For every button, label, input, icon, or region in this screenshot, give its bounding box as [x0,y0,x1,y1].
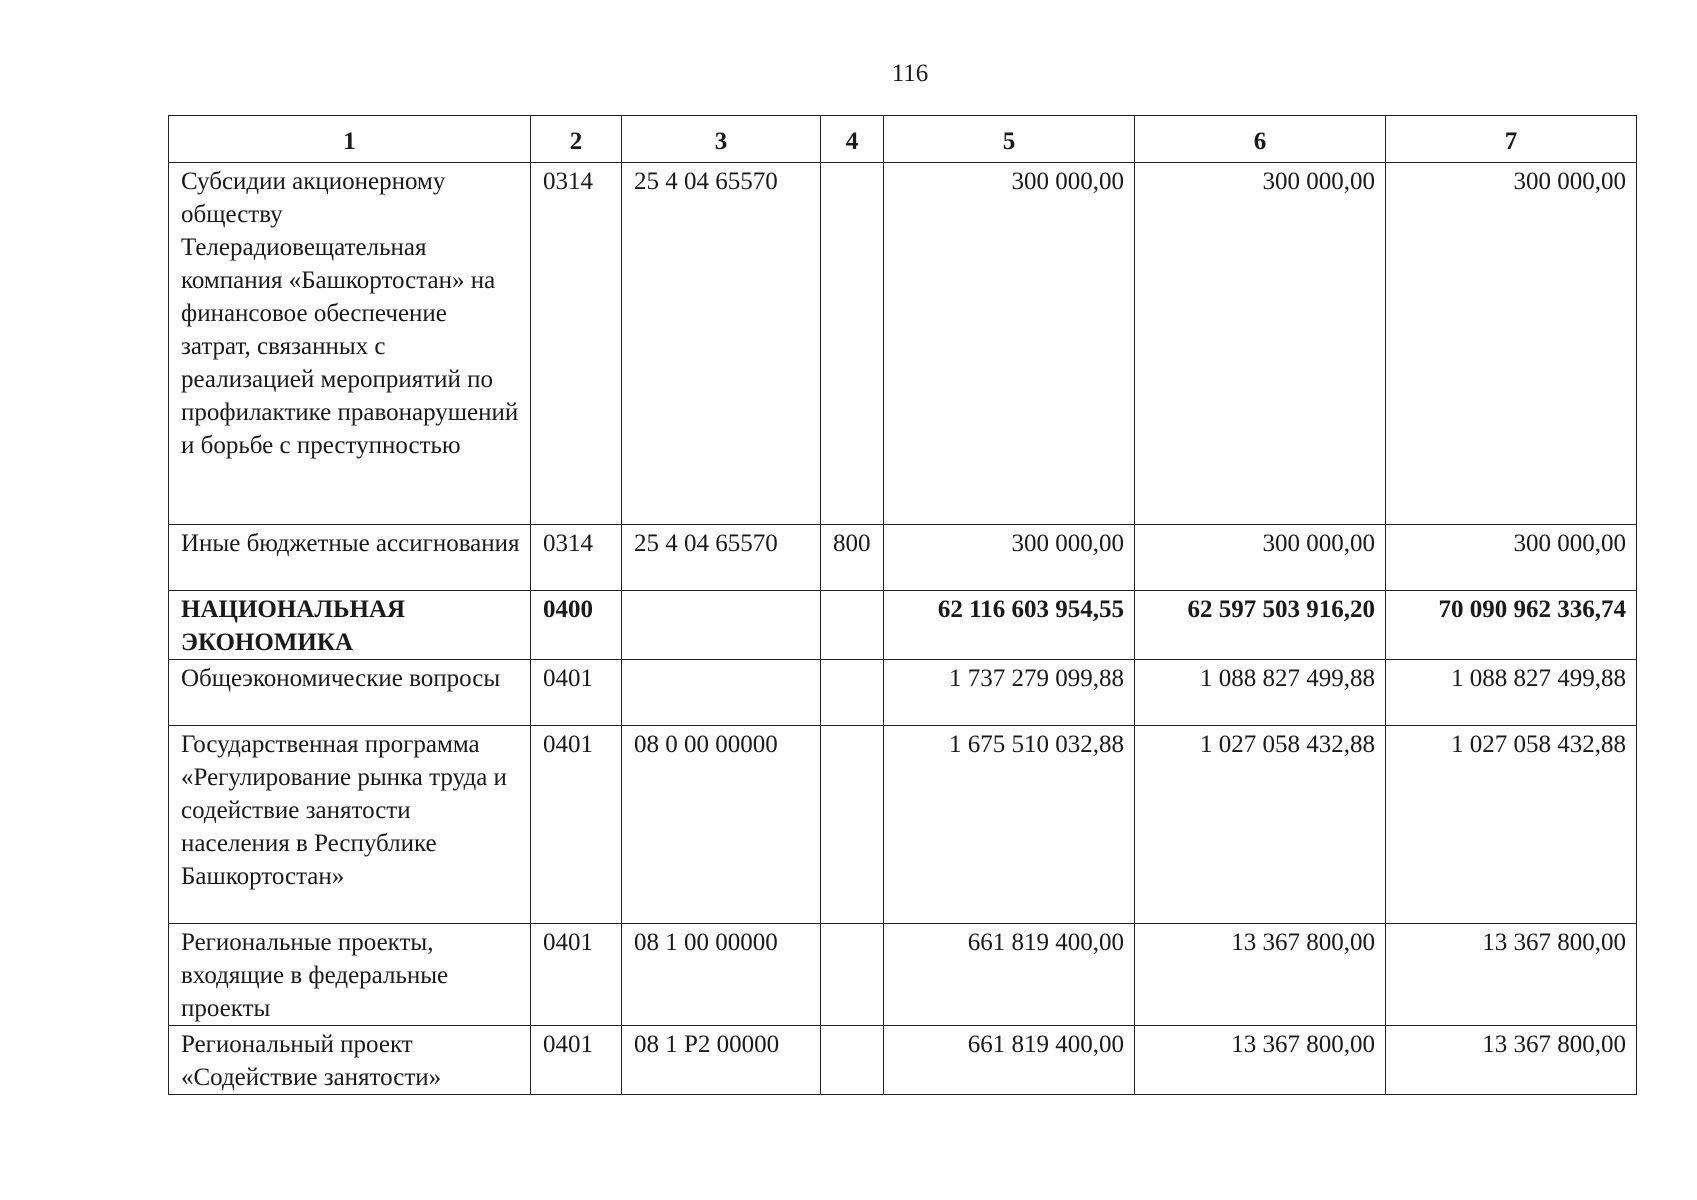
column-header-2: 2 [531,116,622,163]
row-name: НАЦИОНАЛЬНАЯ ЭКОНОМИКА [169,591,531,660]
row-name: Иные бюджетные ассигнования [169,525,531,591]
table-row [169,163,1637,525]
amount-col-7: 13 367 800,00 [1386,924,1637,1026]
section-code: 0401 [531,1026,622,1095]
section-code: 0314 [531,163,622,525]
row-name: Региональные проекты, входящие в федеральные проекты [169,924,531,1026]
amount-col-7: 300 000,00 [1386,525,1637,591]
table-row [169,660,1637,726]
amount-col-6: 62 597 503 916,20 [1135,591,1386,660]
target-code: 25 4 04 65570 [622,525,821,591]
column-header-7: 7 [1386,116,1637,163]
table-row [169,726,1637,924]
table-row [169,924,1637,1026]
expense-type [821,726,884,924]
section-code: 0401 [531,660,622,726]
page-number: 116 [891,60,929,87]
section-code: 0400 [531,591,622,660]
column-header-5: 5 [884,116,1135,163]
amount-col-6: 300 000,00 [1135,525,1386,591]
amount-col-7: 1 088 827 499,88 [1386,660,1637,726]
expense-type [821,924,884,1026]
row-name: Государственная программа «Регулирование рынка труда и содействие занятости населения в Республике Башкортостан» [169,726,531,924]
target-code: 08 0 00 00000 [622,726,821,924]
table-row [169,1026,1637,1095]
target-code [622,660,821,726]
amount-col-5: 661 819 400,00 [884,924,1135,1026]
target-code: 08 1 00 00000 [622,924,821,1026]
column-header-4: 4 [821,116,884,163]
expense-type [821,1026,884,1095]
target-code [622,591,821,660]
section-code: 0314 [531,525,622,591]
column-header-1: 1 [169,116,531,163]
amount-col-7: 70 090 962 336,74 [1386,591,1637,660]
target-code: 25 4 04 65570 [622,163,821,525]
header-row [169,116,1637,163]
amount-col-6: 13 367 800,00 [1135,1026,1386,1095]
amount-col-7: 300 000,00 [1386,163,1637,525]
amount-col-6: 1 088 827 499,88 [1135,660,1386,726]
amount-col-5: 661 819 400,00 [884,1026,1135,1095]
budget-table [168,115,1637,1095]
amount-col-5: 300 000,00 [884,163,1135,525]
expense-type: 800 [821,525,884,591]
target-code: 08 1 P2 00000 [622,1026,821,1095]
expense-type [821,163,884,525]
amount-col-6: 1 027 058 432,88 [1135,726,1386,924]
column-header-3: 3 [622,116,821,163]
amount-col-7: 1 027 058 432,88 [1386,726,1637,924]
row-name: Региональный проект «Содействие занятости» [169,1026,531,1095]
column-header-6: 6 [1135,116,1386,163]
amount-col-5: 1 737 279 099,88 [884,660,1135,726]
table-row [169,591,1637,660]
expense-type [821,660,884,726]
section-code: 0401 [531,924,622,1026]
amount-col-5: 1 675 510 032,88 [884,726,1135,924]
section-code: 0401 [531,726,622,924]
amount-col-6: 13 367 800,00 [1135,924,1386,1026]
amount-col-6: 300 000,00 [1135,163,1386,525]
table-row [169,525,1637,591]
expense-type [821,591,884,660]
row-name: Общеэкономические вопросы [169,660,531,726]
amount-col-5: 62 116 603 954,55 [884,591,1135,660]
row-name: Субсидии акционерному обществу Телерадиовещательная компания «Башкортостан» на финансовое обеспечение затрат, связанных с реализацией мероприятий по профилактике правонарушений и борьбе с преступностью [169,163,531,525]
amount-col-7: 13 367 800,00 [1386,1026,1637,1095]
amount-col-5: 300 000,00 [884,525,1135,591]
